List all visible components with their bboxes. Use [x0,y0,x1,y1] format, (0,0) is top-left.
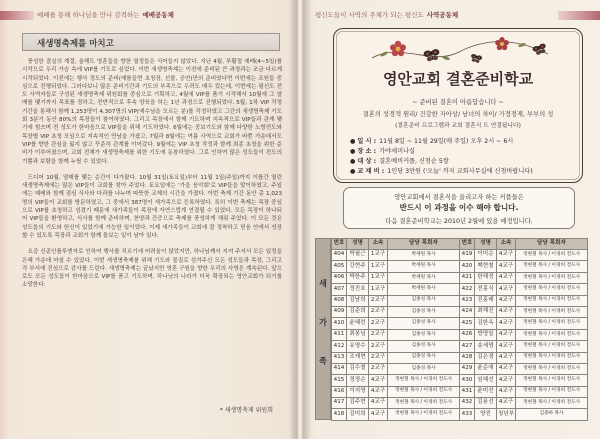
detail-label: 대 상 : [357,158,377,165]
newcomer-pastor-cell: 정현철 목사 / 이경희 전도사 [516,318,588,329]
newcomer-group-cell: 4교구 [369,386,388,397]
table-row [332,261,588,272]
detail-value: 11월 8일 ~ 11월 29일(매 주일) 오후 2시 ~ 6시 [379,138,514,145]
newcomer-pastor-cell: 정현철 목사 / 이경희 전도사 [516,306,588,317]
notice-line: 영안교회에서 결혼식을 올리고자 하는 커플들은 [394,194,524,201]
newcomer-name-cell: 백현철 [475,261,497,272]
detail-audience [350,157,576,167]
newcomer-group-cell: 1교구 [369,284,388,295]
butterfly-icon [423,49,441,63]
newcomer-no-cell: 416 [332,386,347,397]
newcomer-group-cell: 2교구 [369,341,388,352]
newcomer-no-cell: 430 [460,375,475,386]
column-header: 성명 [475,239,497,250]
newcomer-group-cell: 1교구 [369,272,388,283]
article-body [22,58,282,402]
newcomer-name-cell: 강현주 [347,261,369,272]
newcomer-name-cell: 김남희 [347,295,369,306]
newcomers-table-body [332,250,588,421]
butterfly-icon [532,43,548,56]
newcomer-group-cell: 2교구 [369,306,388,317]
header-emphasis: 예배공동체 [142,11,174,19]
newcomer-group-cell: 4교구 [369,398,388,409]
newcomer-no-cell: 418 [332,409,347,420]
header-accent-band [558,11,600,20]
newcomer-pastor-cell: 정현철 목사 / 이경희 전도사 [388,398,460,409]
table-row [332,306,588,317]
newcomer-no-cell: 409 [332,306,347,317]
bullet-icon: ● [350,148,356,155]
ornament-strip [334,32,584,68]
school-note: (결혼준비 프로그램과 교회 결혼식 도 연결됩니다) [395,123,521,129]
newcomer-group-cell: 2교구 [369,318,388,329]
column-header: 소속 [369,239,388,250]
newcomer-no-cell: 404 [332,250,347,261]
newcomer-group-cell: 4교구 [497,272,516,283]
table-row [332,250,588,261]
column-header: 소속 [497,239,516,250]
newcomer-name-cell: 임혜선 [475,375,497,386]
newcomer-no-cell: 413 [332,352,347,363]
table-row [332,409,588,420]
newcomer-no-cell: 432 [460,398,475,409]
table-row [332,375,588,386]
school-title: 영안교회 결혼준비학교 [382,70,534,88]
newcomer-no-cell: 406 [332,272,347,283]
newcomer-group-cell: 4교구 [497,329,516,340]
column-header: 담당 목회자 [388,239,460,250]
column-header: 번호 [460,239,475,250]
newcomer-pastor-cell: 정현철 목사 / 이경희 전도사 [516,295,588,306]
newcomer-no-cell: 428 [460,352,475,363]
notice-box [343,187,575,229]
newcomer-name-cell: 김미희 [347,409,369,420]
newcomer-pastor-cell: 박세원 목사 [388,261,460,272]
newcomer-name-cell: 김용선 [475,398,497,409]
school-tagline: ~ 준비된 결혼이 아름답습니다 ~ [412,99,504,106]
newcomer-group-cell: 2교구 [369,352,388,363]
newcomer-pastor-cell: 정현철 목사 / 이경희 전도사 [516,284,588,295]
newcomers-table [331,238,588,421]
newcomer-pastor-cell: 정현철 목사 / 이경희 전도사 [516,261,588,272]
newcomer-name-cell: 윤미선 [475,386,497,397]
newcomer-group-cell: 2교구 [369,329,388,340]
newcomer-pastor-cell: 정현철 목사 / 이경희 전도사 [388,386,460,397]
newcomer-pastor-cell: 정현철 목사 / 이경희 전도사 [516,363,588,374]
school-topics: 결혼의 성경적 원리/ 건강한 자아상/ 남녀의 차이/ 가정경제, 부부의 성 [362,111,554,118]
table-row [332,329,588,340]
newcomer-no-cell: 412 [332,341,347,352]
newcomer-pastor-cell: 김종성 목사 [388,341,460,352]
newcomer-no-cell: 431 [460,386,475,397]
newcomer-group-cell: 4교구 [497,261,516,272]
newcomer-pastor-cell: 정현철 목사 / 이경희 전도사 [388,409,460,420]
newcomer-name-cell: 조재현 [347,352,369,363]
notice-emphasis: 반드시 이 과정을 이수 해야 합니다. [399,203,519,212]
newcomer-name-cell: 진홍래 [475,295,497,306]
newcomer-pastor-cell: 김종하 목사 [516,409,588,420]
header-text: 평신도들이 사역의 주체가 되는 평신도 [315,11,424,19]
newcomer-pastor-cell: 박세원 목사 [388,272,460,283]
table-row [332,341,588,352]
article-signature: * 새생명축제 위원회 [219,407,273,414]
newcomer-pastor-cell: 박세원 목사 [388,250,460,261]
page-gutter [289,0,311,439]
newcomer-name-cell: 양진 [475,409,497,420]
newcomer-name-cell: 이지영 [347,386,369,397]
detail-fee [350,167,576,177]
table-row [332,386,588,397]
bullet-icon: ● [350,158,356,165]
article-paragraph: 드디어 10월, 열매를 맺는 순간이 다가왔다. 10월 31일(토요일)부터 11월 1일(주일)까지 이틀간 열린 새생명축제에는 많은 VIP들이 교회를 찾아 주었다. 토요일에는 '가을 음악회'로 VIP들을 맞이하였고, 주일에는 예배와 함께 점심 식사와 다과를 나누며 따뜻한 교제의 시간을 가졌다. 이번 축제 기간 동안 총 1,023명의 VIP들이 교회를 방문하였고, 그 중에서 387명이 새가족으로 등록하였다. 특히 이번 축제는 목장 중심으로 VIP를 초청하고 섬겼기 때문에 새가족들이 목장에 자연스럽게 연결될 수 있었다. 모든 목장이 하나되어 VIP들을 환영하고, 식사를 함께 준비하며, 찬양과 간증으로 축제를 풍성하게 채워 주었다. 이 모든 것은 성도들의 기도와 헌신이 있었기에 가능한 일이었다. 이제 새가족들이 교회에 잘 정착하고 믿음 안에서 성장할 수 있도록 목장과 교회가 함께 돌보는 일이 남아 있다. [22,174,282,239]
newcomer-name-cell: 한해정 [475,272,497,283]
flower-ornament [495,37,509,50]
article-paragraph: 풍성한 결실의 계절, 올해도 영혼들을 향한 열정들은 식어들지 않았다. 지난 4월, 부활절 예배(4~5일)를 시작으로 우리 가슴 속에 VIP를 기도로 심었다. 이번 새생명축제는 이전에 준비된 큰 과정과는 조금 다르게 시작되었다. 이전에는 행사 정도의 준비(예를들면 초청장, 선물, 공연)만의 준비였다면 이번에는 조원들 중심으로 진행되었다. 그러다보니 많은 준비기간과 기도의 부족으로 우려도 매우 컸는데, 이번에는 평신도 전도 사역자들로 구성된 새생명축제 위원회를 중심으로 기획하고, 4월에 VIP를 품기 시작해서 10월에 그 열매를 맺기까지 목표를 정하고, 전반적으로 후속 양육을 하는 1년 과정으로 진행되었다. 5월, 1차 VIP 작정기간을 통해서 함께 1,253명이 4,307명의 VIP(예수님을 모르는 분)를 작정하였고 그간의 새생명축제 기도회 3분기 동안 80%의 목장들이 참여하였다. 그리고 목장에서 함께 기도하며 지속적으로 VIP들과 관계 맺기에 힘쓰며 전 성도가 한마음으로 VIP들을 위해 기도하였다. 6월에는 중보기도와 함께 다양한 노방전도와 목장별 VIP 초청 모임으로 지속적인 만남을 가졌고, 7월과 8월에는 여름 사역으로 교회가 바쁜 가운데서도 VIP를 향한 관심을 잃지 않고 꾸준히 관계를 이어갔다. 9월에는 VIP 초청 작정과 함께 최종 초청을 위한 준비가 이루어졌으며, 교회 전체가 새생명축제를 위한 기도에 동참하였다. 그로 인하여 많은 성도들이 전도의 기쁨과 보람을 함께 누릴 수 있었다. [22,59,282,165]
newcomer-name-cell: 김주현 [347,398,369,409]
header-emphasis: 사역공동체 [426,11,459,19]
newcomer-group-cell: 4교구 [497,284,516,295]
newcomer-pastor-cell: 정현철 목사 / 이경희 전도사 [516,352,588,363]
newcomer-pastor-cell: 정현철 목사 / 이경희 전도사 [516,398,588,409]
newcomer-pastor-cell: 정현철 목사 / 이경희 전도사 [516,375,588,386]
newcomer-group-cell: 청년부 [497,409,516,420]
newcomer-group-cell: 4교구 [497,363,516,374]
table-row [332,284,588,295]
newcomer-pastor-cell: 김종성 목사 [388,318,460,329]
page-header [315,9,458,21]
table-row [332,352,588,363]
newcomer-no-cell: 415 [332,375,347,386]
newcomer-no-cell: 433 [460,409,475,420]
newcomer-no-cell: 411 [332,329,347,340]
newcomer-name-cell: 이미순 [475,250,497,261]
newcomers-label: 새 가 족 [315,238,331,420]
newcomer-no-cell: 425 [460,318,475,329]
newcomer-name-cell: 박한주 [347,272,369,283]
newcomer-no-cell: 417 [332,398,347,409]
newcomer-name-cell: 박필근 [347,250,369,261]
newcomer-no-cell: 429 [460,363,475,374]
newcomer-group-cell: 4교구 [497,352,516,363]
newcomer-name-cell: 전홍식 [475,284,497,295]
newcomer-group-cell: 4교구 [369,375,388,386]
newcomer-pastor-cell: 정현철 목사 / 이경희 전도사 [388,375,460,386]
newcomer-name-cell: 김준희 [347,306,369,317]
newcomer-group-cell: 2교구 [369,363,388,374]
newcomer-no-cell: 427 [460,341,475,352]
newcomer-pastor-cell: 김종성 목사 [388,306,460,317]
newcomer-pastor-cell: 김종성 목사 [388,329,460,340]
newcomer-no-cell: 421 [460,272,475,283]
newcomer-name-cell: 방명일 [475,329,497,340]
newcomer-name-cell: 최해진 [475,306,497,317]
newcomer-pastor-cell: 김종성 목사 [388,295,460,306]
newcomer-pastor-cell: 정현철 목사 / 이경희 전도사 [516,329,588,340]
newcomer-pastor-cell: 정현철 목사 / 이경희 전도사 [516,386,588,397]
newcomer-pastor-cell: 정현철 목사 / 이경희 전도사 [516,272,588,283]
school-details [350,137,576,177]
detail-value: 가야세미나실 [379,148,416,155]
newcomer-group-cell: 4교구 [497,306,516,317]
notice-line: 다음 결혼준비학교는 2010년 2월에 있을 예정입니다. [385,218,533,225]
column-header: 담당 목회자 [516,239,588,250]
column-header: 성명 [347,239,369,250]
newcomer-group-cell: 4교구 [497,341,516,352]
table-row [332,318,588,329]
newcomer-name-cell: 김한옥 [475,318,497,329]
newcomer-no-cell: 405 [332,261,347,272]
right-page [303,0,600,439]
newcomer-group-cell: 1교구 [369,261,388,272]
table-row [332,363,588,374]
flower-ornament [390,41,406,56]
newcomer-group-cell: 1교구 [369,250,388,261]
butterfly-icon [470,53,483,63]
newcomer-pastor-cell: 정현철 목사 / 이경희 전도사 [516,250,588,261]
detail-location [350,147,576,157]
newcomer-no-cell: 408 [332,295,347,306]
detail-value: 결혼예비커플, 신청순 5쌍 [379,158,449,165]
newcomer-group-cell: 4교구 [497,398,516,409]
bullet-icon: ● [350,168,356,175]
column-header: 번호 [332,239,347,250]
detail-schedule [350,137,576,147]
newcomer-no-cell: 423 [460,295,475,306]
article-title: 새생명축제를 마치고 [37,39,114,49]
newcomer-group-cell: 4교구 [369,409,388,420]
header-accent-band [0,11,34,20]
newcomer-no-cell: 407 [332,284,347,295]
newcomer-name-cell: 윤혜련 [347,318,369,329]
newcomer-no-cell: 426 [460,329,475,340]
article-paragraph: 요즘 신종인플루엔자로 인하여 행사를 치르기에 어려움이 많았지만, 하나님께서 지켜 주셔서 모든 일정을 은혜 가운데 마칠 수 있었다. 이번 새생명축제를 위해 기도와 물질로 섬겨주신 모든 성도들과 목장, 그리고 각 부서에 진심으로 감사를 드린다. 새생명축제는 끝났지만 영혼 구원을 향한 우리의 사명은 계속된다. 앞으로도 모든 성도들이 한마음으로 VIP를 품고 기도하며, 하나님의 나라가 더욱 확장되는 영안교회가 되기를 소망한다. [22,249,282,289]
table-header-row [332,239,588,250]
detail-label: 일 시 : [357,138,377,145]
article-title-box [22,33,280,51]
newcomer-group-cell: 4교구 [497,375,516,386]
newcomer-pastor-cell: 박세원 목사 [388,284,460,295]
left-page [0,0,297,439]
newcomer-name-cell: 송세명 [475,341,497,352]
table-row [332,272,588,283]
detail-label: 장 소 : [357,148,377,155]
detail-label: 교 재 비 : [357,168,385,175]
newcomer-pastor-cell: 김종성 목사 [388,363,460,374]
newcomer-name-cell: 정진호 [347,284,369,295]
detail-value: 1인당 3만원 ('오늘' 까지 교회사무실에 신청바랍니다) [387,168,533,175]
newcomer-no-cell: 420 [460,261,475,272]
newcomer-name-cell: 정정순 [347,375,369,386]
newcomer-no-cell: 422 [460,284,475,295]
newcomer-no-cell: 410 [332,318,347,329]
newcomer-pastor-cell: 김종성 목사 [388,352,460,363]
newcomer-name-cell: 유영수 [347,341,369,352]
newcomer-no-cell: 414 [332,363,347,374]
newcomer-pastor-cell: 정현철 목사 / 이경희 전도사 [516,341,588,352]
newcomer-name-cell: 최봉님 [347,329,369,340]
bullet-icon: ● [350,138,356,145]
newcomer-no-cell: 424 [460,306,475,317]
header-text: 예배를 통해 하나님을 만나 감격하는 [37,11,140,19]
newcomer-name-cell: 윤순애 [475,363,497,374]
marriage-school-box [333,28,583,183]
page-header [37,9,174,21]
newcomer-group-cell: 4교구 [497,386,516,397]
newcomer-group-cell: 4교구 [497,250,516,261]
newcomer-name-cell: 김은경 [475,352,497,363]
table-row [332,295,588,306]
newcomer-group-cell: 2교구 [369,295,388,306]
newcomer-group-cell: 4교구 [497,318,516,329]
newcomer-group-cell: 4교구 [497,295,516,306]
newcomer-no-cell: 419 [460,250,475,261]
table-row [332,398,588,409]
newcomer-name-cell: 김수철 [347,363,369,374]
